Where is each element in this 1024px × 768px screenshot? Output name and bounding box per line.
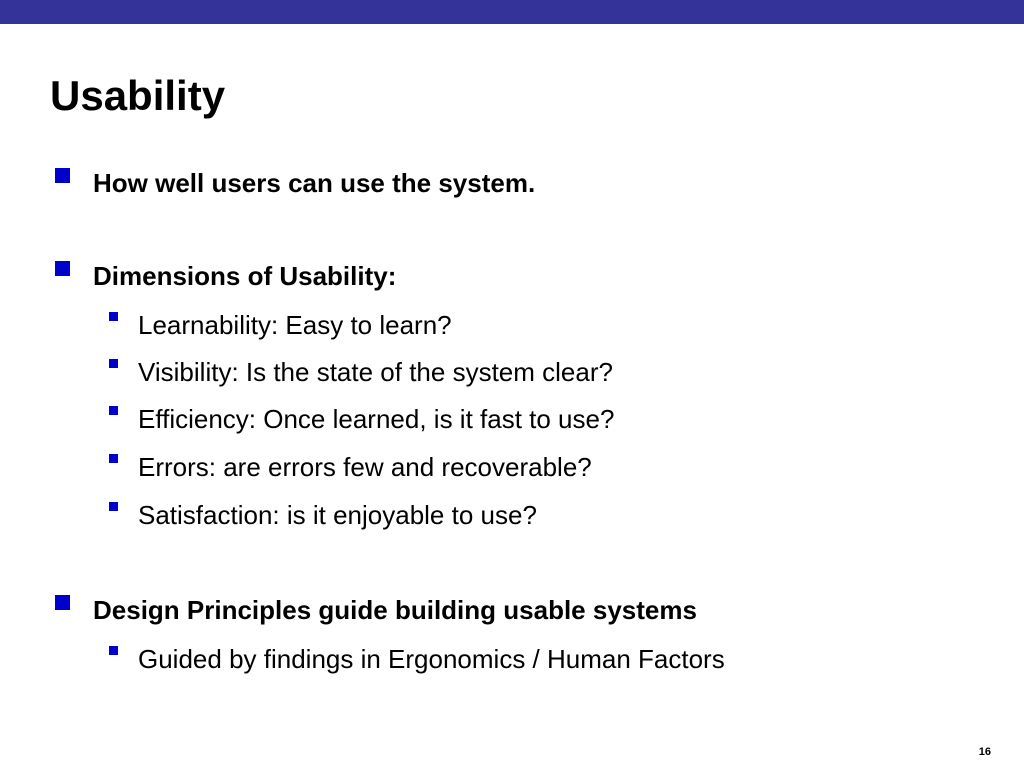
sub-bullet-item — [109, 308, 452, 342]
header-bar — [0, 0, 1024, 24]
sub-bullet-text: Satisfaction: is it enjoyable to use? — [138, 499, 537, 530]
sub-bullet-text: Learnability: Easy to learn? — [138, 309, 452, 340]
small-square-bullet-icon — [109, 454, 118, 463]
sub-bullet-text: Visibility: Is the state of the system clear? — [138, 356, 613, 387]
sub-bullet-text: Efficiency: Once learned, is it fast to use? — [138, 403, 615, 434]
bullet-text: Dimensions of Usability: — [93, 260, 397, 291]
small-square-bullet-icon — [109, 312, 118, 321]
sub-bullet-item — [109, 450, 592, 484]
square-bullet-icon — [55, 168, 70, 183]
page-number: 16 — [978, 746, 991, 758]
sub-bullet-text: Guided by findings in Ergonomics / Human Factors — [138, 643, 725, 674]
square-bullet-icon — [55, 261, 70, 276]
sub-bullet-item — [109, 355, 613, 389]
small-square-bullet-icon — [109, 406, 118, 415]
small-square-bullet-icon — [109, 502, 118, 511]
sub-bullet-item — [109, 498, 537, 532]
bullet-item — [55, 166, 535, 200]
small-square-bullet-icon — [109, 359, 118, 368]
bullet-text: How well users can use the system. — [93, 167, 536, 198]
sub-bullet-item — [109, 642, 725, 676]
bullet-item — [55, 259, 396, 293]
sub-bullet-text: Errors: are errors few and recoverable? — [138, 451, 592, 482]
slide-title: Usability — [50, 72, 226, 119]
small-square-bullet-icon — [109, 646, 118, 655]
bullet-item — [55, 593, 697, 627]
sub-bullet-item — [109, 402, 614, 436]
square-bullet-icon — [55, 595, 70, 610]
bullet-text: Design Principles guide building usable systems — [93, 594, 697, 625]
